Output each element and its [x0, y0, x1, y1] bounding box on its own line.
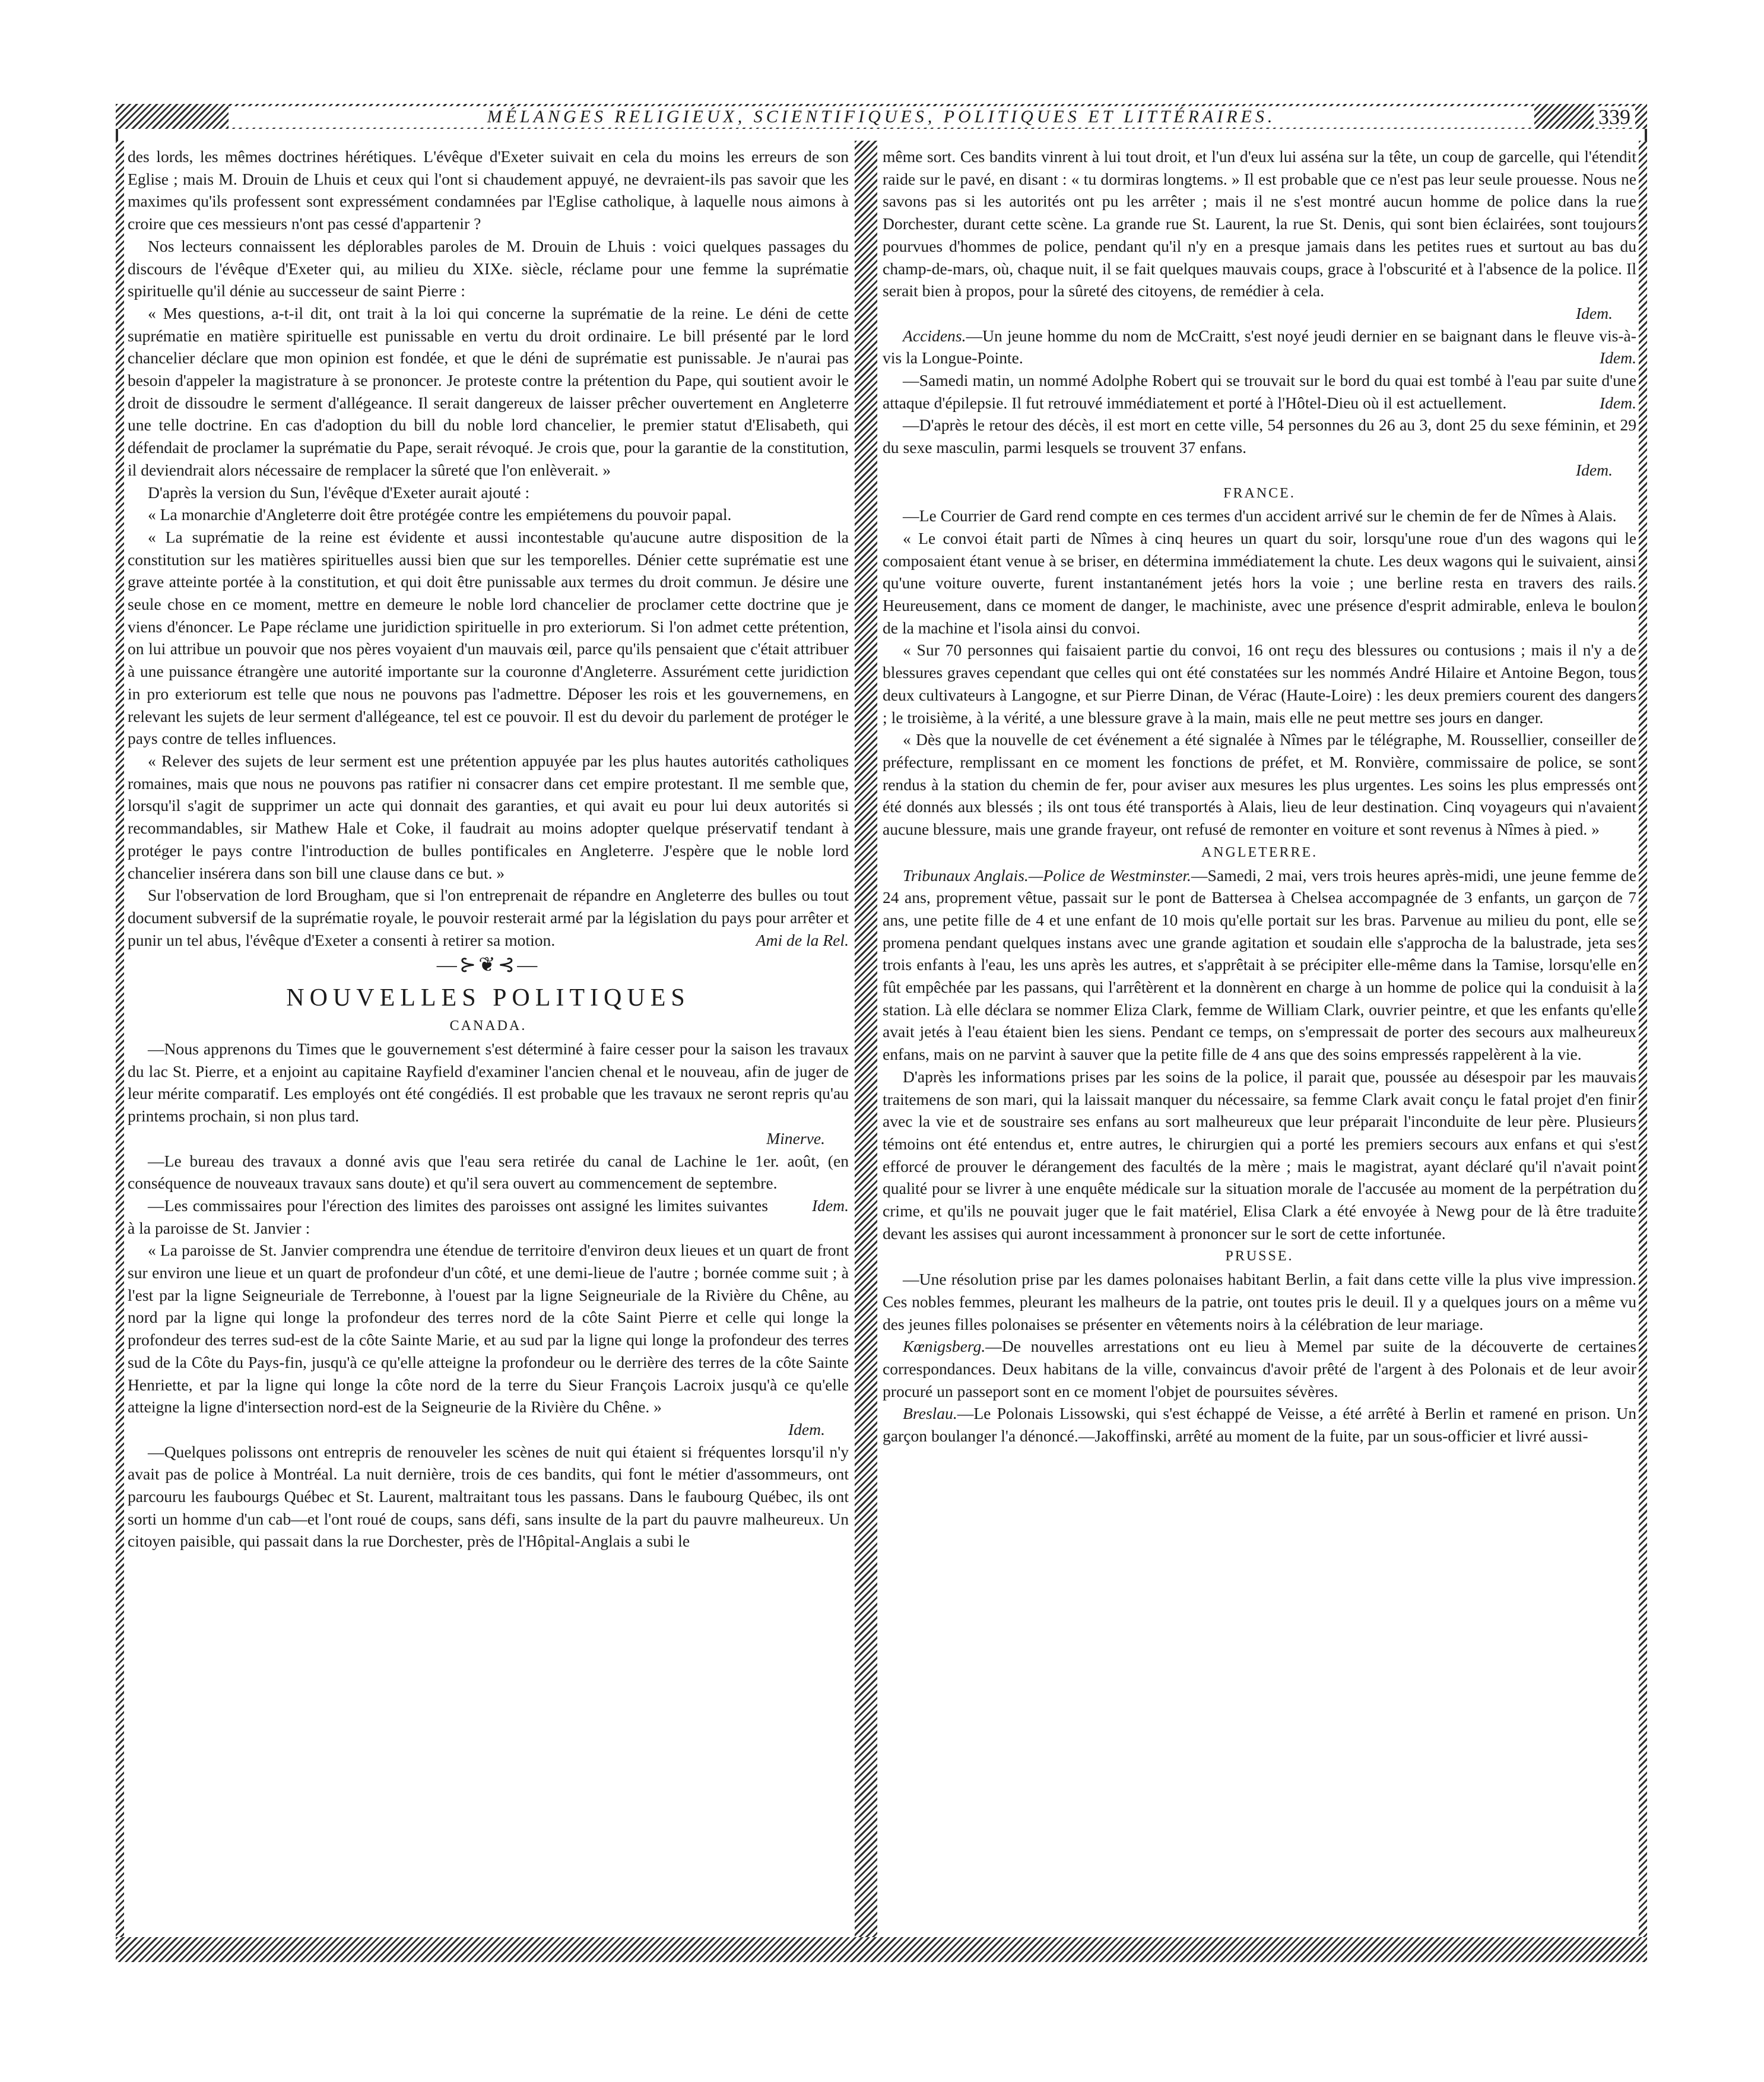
news-text: —Samedi matin, un nommé Adolphe Robert qui se trouvait sur le bord du quai est tombé à l'eau par suite d'une attaque d'épilepsie. Il fut retrouvé immédiatement et porté à l'Hôtel-Dieu où il est actuellement. [883, 371, 1636, 412]
page-number: 339 [1594, 106, 1635, 128]
news-text: —Le bureau des travaux a donné avis que l'eau sera retirée du canal de Lachine le 1er. août, (en conséquence de nouveaux travaux sans doute) et qu'il sera ouvert au commencement de septembre. [128, 1151, 849, 1193]
paragraph: même sort. Ces bandits vinrent à lui tout droit, et l'un d'eux lui asséna sur la tête, un coup de garcelle, qui l'étendit raide sur le pavé, en disant : « tu dormiras longtems. » Il est probable que ce n'est pas leur seule prouesse. Nous ne savons pas si les autorités ont pu les arrêter ; mais il ne s'est montré aucun homme de police dans la rue Dorchester, durant cette scène. La grande rue St. Laurent, la rue St. Denis, qui sont bien éclairées, sont toujours pourvues d'hommes de police, pendant qu'il n'y en a presque jamais dans les petites rues et surtout au bas du champ-de-mars, où, chaque nuit, il se fait quelques mauvais coups, grace à l'obscurité et à l'absence de la police. Il serait bien à propos, pour la sûreté des citoyens, de remédier à cela. [883, 147, 1636, 300]
news-text: —Un jeune homme du nom de McCraitt, s'est noyé jeudi dernier en se baignant dans le fleuve vis-à-vis la Longue-Pointe. [883, 326, 1636, 367]
item-lead: Breslau. [903, 1404, 957, 1423]
source-credit: Idem. [1575, 303, 1613, 322]
ornament-divider: —⊱❦⊰— [436, 954, 540, 977]
paragraph: D'après les informations prises par les soins de la police, il parait que, poussée au désespoir par les mauvais traitemens de son mari, qui la laissait manquer du nécessaire, sa femme Clark avait conçu le fatal projet d'en finir avec la vie et de soustraire ses enfans au sort malheureux que leur préparait l'inconduite de leur père. Plusieurs témoins ont été entendus et, entre autres, le chirurgien qui a porté les premiers secours aux enfans et qui s'est efforcé de prouver le dérangement des facultés de la mère ; mais le magistrat, ayant déclaré qu'il n'avait point qualité pour se livrer à une enquête médicale sur la situation morale de l'accusée au moment de la perpétration du crime, et qu'ils ne pouvait juger que le fait matériel, Elisa Clark a été envoyée à Newg pour de là être traduite devant les assises qui auront incessamment à prononcer sur le sort de cette infortunée. [883, 1067, 1636, 1243]
news-item [128, 1150, 849, 1215]
news-text: —Le Polonais Lissowski, qui s'est échappé de Veisse, a été arrêté à Berlin et ramené en prison. Un garçon boulanger l'a dénoncé.—Jakoffinski, arrêté au moment de la fuite, par un sous-officier et livré aussi- [883, 1404, 1636, 1446]
news-item: —Une résolution prise par les dames polonaises habitant Berlin, a fait dans cette ville la plus vive impression. Ces nobles femmes, pleurant les malheurs de la patrie, ont toutes pris le deuil. Il y a quelques jours on a même vu des jeunes filles polonaises se présenter en vêtements noirs à la célébration de leur mariage. [883, 1270, 1636, 1333]
quoted-paragraph: « Le convoi était parti de Nîmes à cinq heures un quart du soir, lorsqu'une roue d'un des wagons qui le composaient étant venue à se briser, en détermina immédiatement la chute. Les deux wagons qui le suivaient, ainsi qu'une voiture ouverte, furent instantanément jetés hors la voie ; une berline resta en travers des rails. Heureusement, dans ce moment de danger, le machiniste, avec une présence d'esprit admirable, enleva le boulon de la machine et l'isola ainsi du convoi. [883, 528, 1636, 637]
quoted-paragraph: « La suprématie de la reine est évidente et aussi incontestable qu'aucune autre disposition de la constitution sur les matières spirituelles aussi bien que sur les temporelles. Dénier cette suprématie est une grave atteinte portée à la constitution, et qui doit être punissable aux termes du droit commun. Je désire une seule chose en ce moment, mettre en demeure le noble lord chancelier de proclamer cette doctrine que je viens d'énoncer. Le Pape réclame une juridiction spirituelle in pro exteriorum. Si l'on admet cette prétention, on lui attribue un pouvoir que nos pères voyaient d'un mauvais œil, parce qu'ils pensaient que c'était attribuer à une puissance étrangère une autorité importante sur la couronne d'Angleterre. Assurément cette juridiction in pro exteriorum est telle que nous ne pouvons pas l'admettre. Déposer les rois et les gouvernemens, en relevant les sujets de leur serment d'allégeance, tel est ce pouvoir. Il est du devoir du parlement de protéger le pays contre de telles influences. [128, 527, 849, 748]
quoted-paragraph: « Relever des sujets de leur serment est une prétention appuyée par les plus hautes autorités catholiques romaines, mais que nous ne pouvons pas ratifier ni consacrer dans cet empire protestant. Il me semble que, lorsqu'il s'agit de supprimer un acte qui donnait des garanties, et qui avait eu pour lui deux autorités si recommandables, sir Mathew Hale et Coke, il faudrait au moins adopter quelque préservatif tendant à protéger le pays contre l'introduction de bulles pontificales en Angleterre. J'espère que le noble lord chancelier insérera dans son bill une clause dans ce but. » [128, 751, 849, 882]
column-divider [855, 141, 877, 1937]
quoted-paragraph: « La paroisse de St. Janvier comprendra une étendue de territoire d'environ deux lieues et un quart de front sur environ une lieue et un quart de profondeur d'un côté, et une demi-lieue de l'autre ; bornée comme suit ; à l'est par la ligne Seigneuriale de Terrebonne, à l'ouest par la ligne Seigneuriale de la Rivière du Chêne, au nord par la ligne qui longe la profondeur des terres nord de la côte Saint Pierre et celle qui longe la profondeur des terres sud-est de la côte Sainte Marie, et au sud par la ligne qui longe la profondeur des terres sud de la Côte du Pays-fin, jusqu'à ce qu'elle atteigne la profondeur ou le derrière des terres de la côte Sainte Henriette, et par la ligne qui longe la côte nord de la terre du Sieur François Lacroix jusqu'à ce qu'elle atteigne la ligne d'intersection nord-est de la Seigneurie de la Rivière du Chêne. » [128, 1241, 849, 1416]
source-credit: Idem. [1599, 393, 1636, 412]
source-credit: Idem. [788, 1419, 825, 1438]
source-credit: Idem. [811, 1196, 849, 1215]
item-lead: Tribunaux Anglais.—Police de Westminster. [903, 866, 1191, 885]
news-text: —De nouvelles arrestations ont eu lieu à Memel par suite de la découverte de certaines correspondances. Deux habitans de la ville, convaincus d'avoir prêté de l'argent à des Polonais et de leur avoir procuré un passeport sont en ce moment l'objet de poursuites sévères. [883, 1337, 1636, 1400]
source-credit: Minerve. [766, 1129, 825, 1148]
quoted-paragraph: « La monarchie d'Angleterre doit être protégée contre les empiétemens du pouvoir papal. [148, 505, 732, 524]
news-item: —Les commissaires pour l'érection des limites des paroisses ont assigné les limites suivantes à la paroisse de St. Janvier : [128, 1196, 768, 1237]
news-item: —Nous apprenons du Times que le gouvernement s'est déterminé à faire cesser pour la saison les travaux du lac St. Pierre, et a enjoint au capitaine Rayfield d'examiner l'ancien chenal et le nouveau, afin de juger de leur mérite comparatif. Les employés ont été congédiés. Il est probable que les travaux ne seront repris qu'au printems prochain, si non plus tard. [128, 1040, 849, 1126]
left-hatched-rule [116, 141, 124, 1937]
country-heading-prussia: PRUSSE. [1225, 1248, 1294, 1265]
section-heading: NOUVELLES POLITIQUES [286, 984, 690, 1012]
news-item [883, 369, 1636, 414]
paragraph: des lords, les mêmes doctrines hérétiques. L'évêque d'Exeter suivait en cela du moins les erreurs de son Eglise ; mais M. Drouin de Lhuis et ceux qui l'ont si chaudement appuyé, ne devraient-ils pas savoir que les maximes qu'ils professent sont expressément condamnées par l'Eglise catholique, à laquelle nous aimons à croire que ces messieurs n'ont pas cessé d'appartenir ? [128, 147, 849, 233]
source-credit: Idem. [1575, 460, 1613, 479]
paragraph: D'après la version du Sun, l'évêque d'Exeter aurait ajouté : [148, 483, 530, 502]
item-lead: Kœnigsberg. [903, 1337, 986, 1356]
paragraph [128, 884, 849, 951]
paragraph-text: Sur l'observation de lord Brougham, que si l'on entreprenait de répandre en Angleterre des bulles ou tout document subversif de la suprématie royale, le pouvoir resterait armé par la législation du pays pour arrêter et punir un tel abus, l'évêque d'Exeter a consenti à retirer sa motion. [128, 886, 849, 949]
left-column [128, 145, 849, 1932]
newspaper-page [116, 104, 1647, 1962]
running-head: MÉLANGES RELIGIEUX, SCIENTIFIQUES, POLITIQUES ET LITTÉRAIRES. [229, 106, 1534, 128]
source-credit: Ami de la Rel. [756, 930, 849, 949]
country-heading-canada: CANADA. [449, 1018, 527, 1034]
quoted-paragraph: « Dès que la nouvelle de cet événement a été signalée à Nîmes par le télégraphe, M. Roussellier, conseiller de préfecture, remplissant en ce moment les fonctions de préfet, et M. Ronvière, commissaire de police, se sont rendus à la station du chemin de fer, pour aviser aux mesures les plus urgentes. Les soins les plus empressés ont été donnés aux blessés ; ils ont tous été transportés à Alais, lieu de leur destination. Cinq voyageurs qui n'avaient aucune blessure, mais une grande frayeur, ont refusé de remonter en voiture et sont revenus à Nîmes à pied. » [883, 730, 1636, 839]
bottom-hatched-rule [116, 1937, 1647, 1962]
country-heading-england: ANGLETERRE. [1201, 844, 1318, 860]
news-item: —D'après le retour des décès, il est mort en cette ville, 54 personnes du 26 au 3, dont 25 du sexe féminin, et 29 du sexe masculin, parmi lesquels se trouvent 37 enfans. [883, 416, 1636, 457]
country-heading-france: FRANCE. [1223, 485, 1296, 501]
news-item [883, 325, 1636, 369]
quoted-paragraph: « Sur 70 personnes qui faisaient partie du convoi, 16 ont reçu des blessures ou contusions ; mais il n'y a de blessures graves cependant que celles qui ont été constatées sur les nommés André Hilaire et Antoine Begon, tous deux cultivateurs à Langogne, et sur Pierre Dinan, de Vérac (Haute-Loire) : les deux premiers courent des dangers ; le troisième, à la vérité, a une blessure grave à la main, mais elle ne peut mettre ses jours en danger. [883, 641, 1636, 727]
news-item: —Le Courrier de Gard rend compte en ces termes d'un accident arrivé sur le chemin de fer de Nîmes à Alais. [903, 506, 1617, 525]
news-item [883, 1335, 1636, 1402]
news-item: —Quelques polissons ont entrepris de renouveler les scènes de nuit qui étaient si fréquentes lorsqu'il n'y avait pas de police à Montréal. La nuit dernière, trois de ces bandits, qui font le métier d'assommeurs, ont parcouru les faubourgs Québec et St. Laurent, maltraitant tous les passans. Dans le faubourg Québec, ils ont sorti un homme d'un cab—et l'ont roué de coups, sans défi, sans insulte de la part du pauvre malheureux. Un citoyen paisible, qui passait dans la rue Dorchester, près de l'Hôpital-Anglais a subi le [128, 1442, 849, 1551]
right-column [883, 145, 1636, 1932]
news-item [883, 1402, 1636, 1447]
quoted-paragraph: « Mes questions, a-t-il dit, ont trait à la loi qui concerne la suprématie de la reine. Le déni de cette suprématie en matière spirituelle est punissable en vertu du droit ordinaire. Le bill présenté par le lord chancelier déclare que mon opinion est fondée, et que le déni de suprématie est punissable. Je n'aurai pas besoin d'appeler la magistrature à se prononcer. Je proteste contre la prétention du Pape, qui soutient avoir le droit de dissoudre le serment d'allégeance. Il serait dangereux de laisser prêcher ouvertement en Angleterre une telle doctrine. En cas d'adoption du bill du noble lord chancelier, le premier statut d'Elisabeth, qui défendait de proclamer la suprématie du Pape, serait révoqué. Je crois que, pour la garantie de la constitution, il deviendrait alors nécessaire de remplacer la sûreté que l'on enlèverait. » [128, 303, 849, 479]
item-lead: Accidens. [903, 326, 966, 345]
source-credit: Idem. [1599, 348, 1636, 367]
paragraph: Nos lecteurs connaissent les déplorables paroles de M. Drouin de Lhuis : voici quelques passages du discours de l'évêque d'Exeter qui, au milieu du XIXe. siècle, réclame pour une femme la suprématie spirituelle qu'il dénie au successeur de saint Pierre : [128, 236, 849, 300]
right-hatched-rule [1639, 141, 1647, 1937]
news-item [883, 864, 1636, 1066]
news-text: —Samedi, 2 mai, vers trois heures après-midi, une jeune femme de 24 ans, proprement vêtue, passait sur le pont de Battersea à Chelsea accompagnée de 3 enfants, un garçon de 7 ans, une petite fille de 4 et une enfant de 10 mois qu'elle portait sur les bras. Parvenue au milieu du pont, elle se promena pendant quelques instans avec une grande agitation et soudain elle s'approcha de la balustrade, jeta ses trois enfants à l'eau, les uns après les autres, et s'apprêtait à se précipiter elle-même dans la Tamise, lorsqu'elle en fût empêchée par les passans, qui l'arrêtèrent et la donnèrent en charge à un homme de police qui la conduisit à la station. Là elle déclara se nommer Eliza Clark, femme de William Clark, ouvrier peintre, et que les enfants qu'elle avait jetés à l'eau étaient bien les siens. Pendant ce temps, on s'empressait de porter des secours aux malheureux enfans, mais on ne parvint à sauver que la petite fille de 4 ans que des soins empressés rappelèrent à la vie. [883, 866, 1636, 1064]
